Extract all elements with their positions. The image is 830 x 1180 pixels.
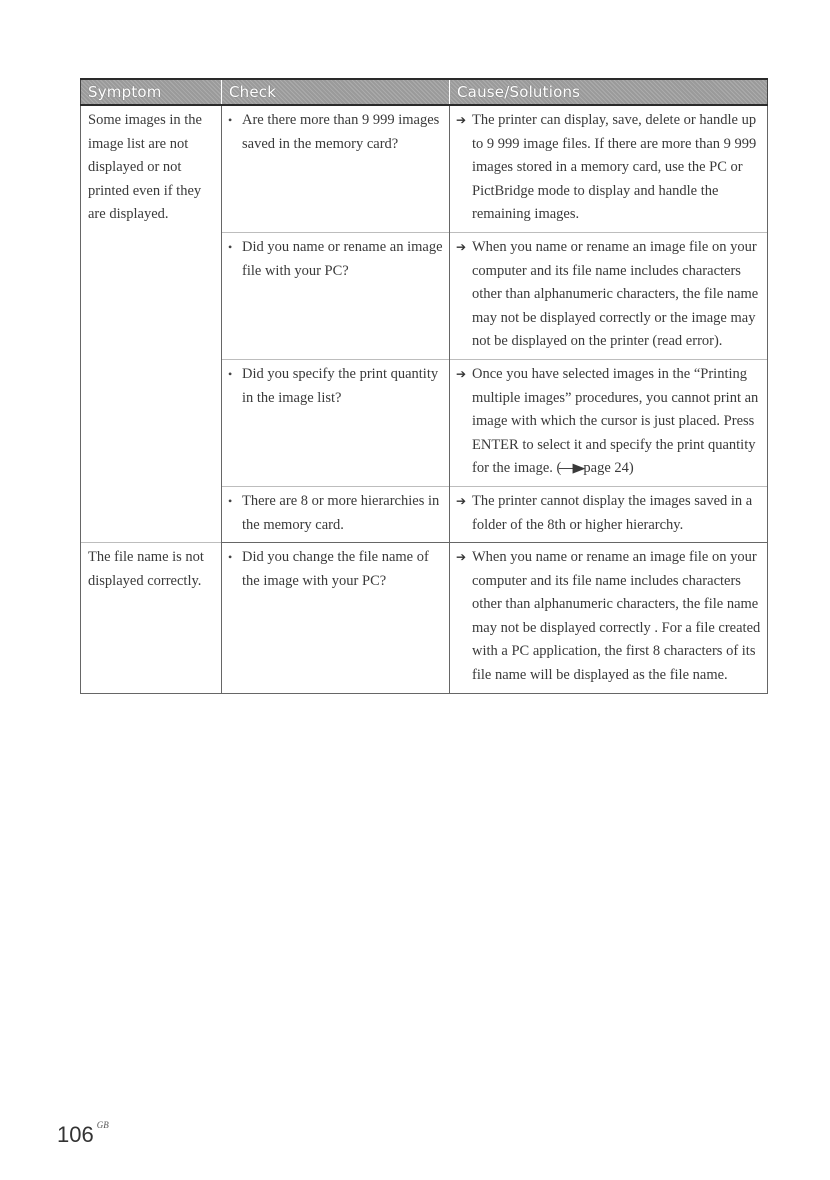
symptom-text: The file name is not displayed correctly.: [88, 549, 204, 589]
check-cell: [222, 486, 450, 542]
check-text: Are there more than 9 999 images saved in the memory card?: [242, 112, 440, 152]
cause-text: Once you have selected images in the “Printing multiple images” procedures, you cannot print an image with which the cursor is just placed. Press ENTER to select it and specify the print quantity for the image. (: [472, 365, 759, 477]
arrow-right-icon: ➔: [456, 239, 467, 254]
symptom-cell: [81, 543, 222, 694]
cause-text: When you name or rename an image file on your computer and its file name includes characters other than alphanumeric characters, the file name may not be displayed correctly . For a file created with a PC application, the first 8 characters of its file name will be displayed as the file name.: [472, 549, 761, 684]
check-cell: [222, 359, 450, 486]
check-cell: [222, 232, 450, 359]
arrow-right-icon: ➔: [456, 493, 467, 508]
header-check: Check: [222, 79, 450, 105]
bullet-icon: •: [228, 550, 233, 565]
page-reference-arrow-icon: —▶: [558, 461, 584, 477]
check-cell: [222, 543, 450, 694]
cause-cell: [450, 232, 768, 359]
header-cause-solutions: Cause/Solutions: [450, 79, 768, 105]
table-header-row: [81, 79, 768, 105]
arrow-right-icon: ➔: [456, 113, 467, 127]
check-text: Did you specify the print quantity in the image list?: [242, 365, 439, 406]
header-symptom: Symptom: [81, 79, 222, 105]
cause-cell: [450, 486, 768, 542]
troubleshooting-table: [80, 78, 768, 694]
cause-cell: [450, 359, 768, 486]
table-row: [81, 105, 768, 232]
page-number-text: 106: [57, 1122, 94, 1147]
bullet-icon: •: [228, 493, 233, 508]
check-text: Did you name or rename an image file with your PC?: [242, 238, 443, 279]
bullet-icon: •: [228, 113, 233, 127]
cause-cell: [450, 543, 768, 694]
check-cell: [222, 105, 450, 232]
bullet-icon: •: [228, 239, 233, 254]
cause-cell: [450, 105, 768, 232]
table-row: [81, 543, 768, 694]
symptom-text: Some images in the image list are not displayed or not printed even if they are displayed.: [88, 112, 202, 223]
page-number: [57, 1120, 109, 1148]
check-text: Did you change the file name of the image with your PC?: [242, 549, 429, 589]
bullet-icon: •: [228, 366, 233, 381]
page-reference: page 24): [583, 460, 634, 477]
symptom-cell: [81, 105, 222, 543]
arrow-right-icon: ➔: [456, 550, 467, 565]
check-text: There are 8 or more hierarchies in the memory card.: [242, 492, 440, 533]
arrow-right-icon: ➔: [456, 366, 467, 381]
cause-text: The printer cannot display the images saved in a folder of the 8th or higher hierarchy.: [472, 492, 753, 533]
cause-text: The printer can display, save, delete or handle up to 9 999 image files. If there are more than 9 999 images stored in a memory card, use the PC or PictBridge mode to display and handle the remaining images.: [472, 112, 757, 223]
region-code: GB: [96, 1120, 109, 1130]
cause-text: When you name or rename an image file on your computer and its file name includes characters other than alphanumeric characters, the file name may not be displayed correctly or the image may not be displayed on the printer (read error).: [472, 238, 759, 350]
